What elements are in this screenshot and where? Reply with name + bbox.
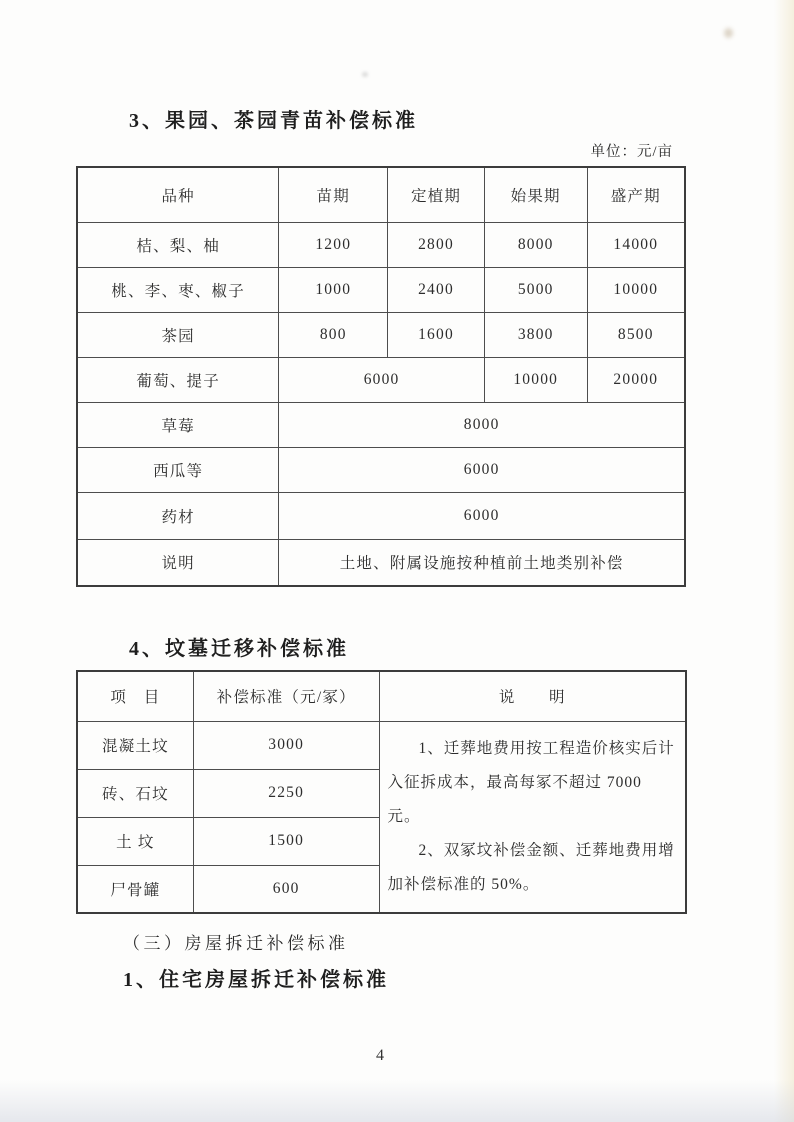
row-label: 桃、李、枣、椒子: [77, 267, 279, 312]
table-row: [77, 357, 685, 402]
table-row: [77, 402, 685, 447]
housing-sub-heading: （三）房屋拆迁补偿标准: [123, 934, 349, 953]
table-row: [77, 492, 685, 539]
cell-value-merged: 8000: [279, 402, 685, 447]
row-label: 药材: [77, 492, 279, 539]
cell-value: 1000: [279, 267, 388, 312]
scan-smudge: [724, 28, 733, 38]
cell-value-merged: 6000: [279, 492, 685, 539]
table-row: [77, 721, 686, 769]
table-row: [77, 447, 685, 492]
table-header-row: [77, 671, 686, 721]
table-header-row: [77, 167, 685, 222]
cell-value: 2800: [388, 222, 485, 267]
col-header-seedling: 苗期: [279, 167, 388, 222]
orchard-compensation-table: [76, 166, 686, 587]
cell-value: 5000: [484, 267, 587, 312]
page-number: 4: [376, 1047, 384, 1064]
cell-value: 10000: [587, 267, 685, 312]
cell-value: 10000: [484, 357, 587, 402]
cell-value: 20000: [587, 357, 685, 402]
col-header-peak: 盛产期: [587, 167, 685, 222]
table-row: [77, 222, 685, 267]
row-label: 混凝土坟: [77, 721, 193, 769]
col-header-variety: 品种: [77, 167, 279, 222]
orchard-section-heading: 3、果园、茶园青苗补偿标准: [129, 110, 418, 132]
grave-compensation-table: [76, 670, 687, 914]
table-row: [77, 312, 685, 357]
col-header-first-fruit: 始果期: [484, 167, 587, 222]
row-label: 桔、梨、柚: [77, 222, 279, 267]
scan-edge-artifact: [774, 0, 794, 1122]
row-label: 土 坟: [77, 817, 193, 865]
row-label: 砖、石坟: [77, 769, 193, 817]
table-row: [77, 267, 685, 312]
row-label: 葡萄、提子: [77, 357, 279, 402]
cell-value-merged: 6000: [279, 447, 685, 492]
cell-value: 1600: [388, 312, 485, 357]
grave-section-heading: 4、坟墓迁移补偿标准: [129, 638, 349, 660]
row-label: 西瓜等: [77, 447, 279, 492]
cell-value: 600: [193, 865, 379, 913]
unit-label: 单位：元/亩: [590, 144, 673, 160]
row-label: 尸骨罐: [77, 865, 193, 913]
cell-value: 8500: [587, 312, 685, 357]
row-label: 茶园: [77, 312, 279, 357]
table-row: [77, 539, 685, 586]
cell-value: 1500: [193, 817, 379, 865]
scan-smudge: [362, 72, 368, 77]
scan-shadow-artifact: [0, 1080, 794, 1122]
cell-value: 3800: [484, 312, 587, 357]
remarks-cell: [379, 721, 686, 913]
cell-value: 800: [279, 312, 388, 357]
col-header-standard: 补偿标准（元/冢）: [193, 671, 379, 721]
row-label: 草莓: [77, 402, 279, 447]
cell-value: 2250: [193, 769, 379, 817]
cell-note-merged: 土地、附属设施按种植前土地类别补偿: [279, 539, 685, 586]
col-header-item: 项 目: [77, 671, 193, 721]
remark-line: 2、双冢坟补偿金额、迁葬地费用增加补偿标准的 50%。: [387, 841, 675, 893]
cell-value: 2400: [388, 267, 485, 312]
cell-value: 1200: [279, 222, 388, 267]
col-header-remarks: 说 明: [379, 671, 686, 721]
cell-value-merged: 6000: [279, 357, 485, 402]
housing-section-heading: 1、住宅房屋拆迁补偿标准: [123, 969, 389, 991]
cell-value: 8000: [484, 222, 587, 267]
col-header-planting: 定植期: [388, 167, 485, 222]
cell-value: 14000: [587, 222, 685, 267]
cell-value: 3000: [193, 721, 379, 769]
remark-line: 1、迁葬地费用按工程造价核实后计入征拆成本，最高每冢不超过 7000 元。: [387, 739, 675, 825]
row-label: 说明: [77, 539, 279, 586]
